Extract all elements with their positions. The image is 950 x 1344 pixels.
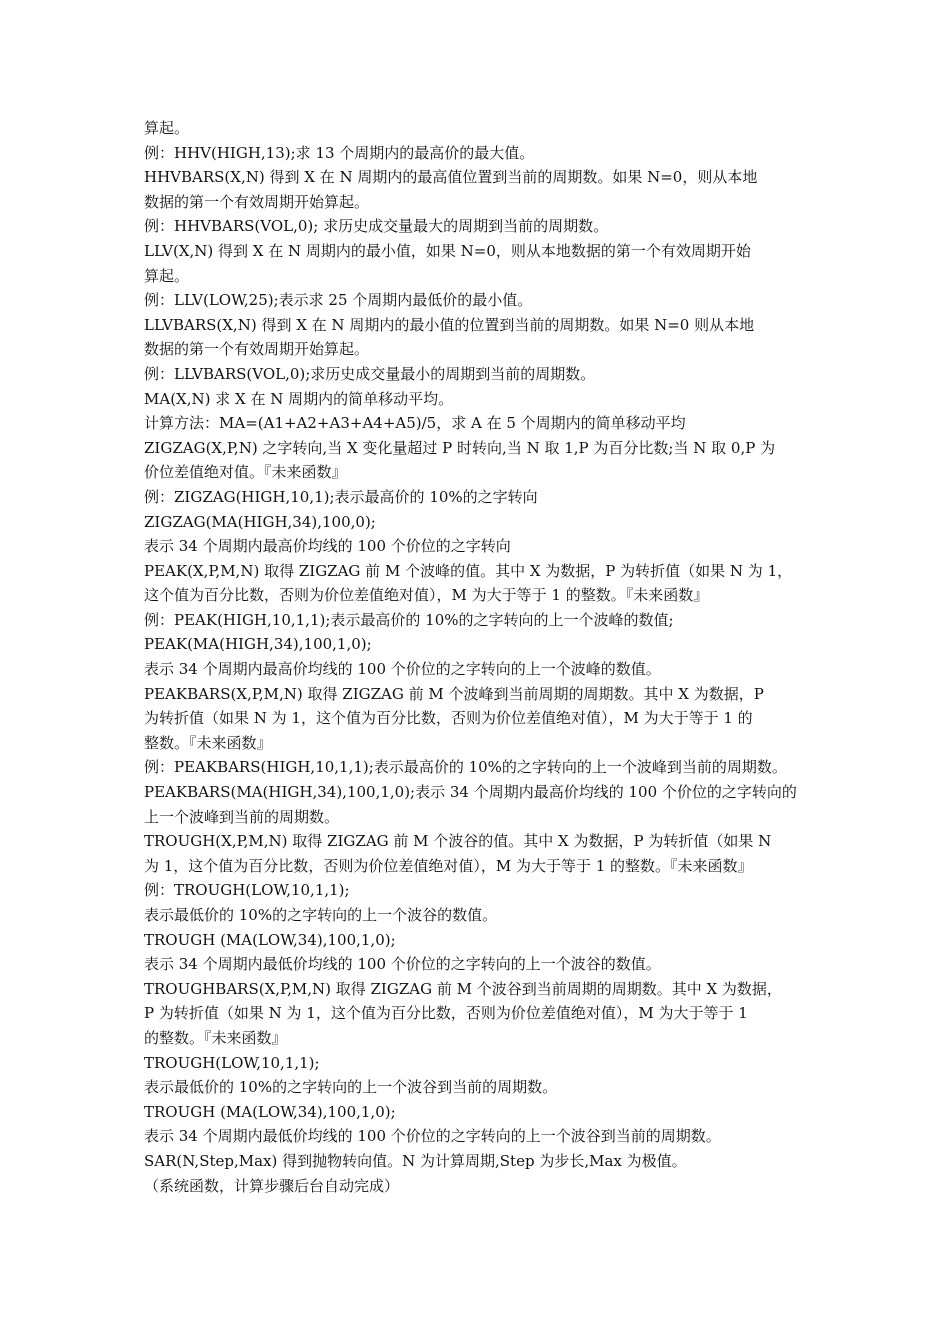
text-line: PEAKBARS(X,P,M,N) 取得 ZIGZAG 前 M 个波峰到当前周期的周期数。其中 X 为数据，P <box>144 684 764 703</box>
text-line: PEAK(X,P,M,N) 取得 ZIGZAG 前 M 个波峰的值。其中 X 为数据，P 为转折值（如果 N 为 1， <box>144 561 793 580</box>
text-line: TROUGH (MA(LOW,34),100,1,0); <box>144 930 396 949</box>
text-line: 这个值为百分比数，否则为价位差值绝对值），M 为大于等于 1 的整数。『未来函数』 <box>144 586 709 605</box>
text-line: 表示 34 个周期内最高价均线的 100 个价位的之字转向的上一个波峰的数值。 <box>144 660 661 679</box>
text-line: TROUGH(LOW,10,1,1); <box>144 1053 320 1072</box>
text-line: 例：TROUGH(LOW,10,1,1); <box>144 881 350 900</box>
text-line: 整数。『未来函数』 <box>144 733 272 752</box>
text-line: 表示最低价的 10%的之字转向的上一个波谷的数值。 <box>144 906 498 924</box>
text-line: TROUGH(X,P,M,N) 取得 ZIGZAG 前 M 个波谷的值。其中 X 为数据，P 为转折值（如果 N <box>144 832 772 851</box>
text-line: 例：PEAK(HIGH,10,1,1);表示最高价的 10%的之字转向的上一个波峰的数值; <box>144 610 674 629</box>
text-line: 的整数。『未来函数』 <box>144 1028 287 1047</box>
text-line: 为 1，这个值为百分比数，否则为价位差值绝对值），M 为大于等于 1 的整数。『未来函数』 <box>144 856 753 875</box>
text-line: 为转折值（如果 N 为 1，这个值为百分比数，否则为价位差值绝对值），M 为大于等于 1 的 <box>144 709 753 728</box>
text-line: PEAK(MA(HIGH,34),100,1,0); <box>144 635 372 654</box>
text-line: 表示 34 个周期内最高价均线的 100 个价位的之字转向 <box>144 537 511 556</box>
text-line: 价位差值绝对值。『未来函数』 <box>144 463 347 482</box>
text-line: HHVBARS(X,N) 得到 X 在 N 周期内的最高值位置到当前的周期数。如果 N=0，则从本地 <box>144 168 758 187</box>
text-line: TROUGH (MA(LOW,34),100,1,0); <box>144 1102 396 1121</box>
text-line: SAR(N,Step,Max) 得到抛物转向值。N 为计算周期,Step 为步长,Max 为极值。 <box>144 1151 687 1170</box>
text-line: P 为转折值（如果 N 为 1，这个值为百分比数，否则为价位差值绝对值），M 为大于等于 1 <box>144 1004 748 1023</box>
text-line: 算起。 <box>144 266 190 285</box>
text-line: 表示 34 个周期内最低价均线的 100 个价位的之字转向的上一个波谷到当前的周期数。 <box>144 1127 721 1146</box>
text-line: ZIGZAG(MA(HIGH,34),100,0); <box>144 512 376 531</box>
text-line: 例：HHV(HIGH,13);求 13 个周期内的最高价的最大值。 <box>144 143 535 162</box>
text-line: ZIGZAG(X,P,N) 之字转向,当 X 变化量超过 P 时转向,当 N 取 1,P 为百分比数;当 N 取 0,P 为 <box>144 438 776 457</box>
text-line: MA(X,N) 求 X 在 N 周期内的简单移动平均。 <box>144 389 454 408</box>
text-line: LLVBARS(X,N) 得到 X 在 N 周期内的最小值的位置到当前的周期数。如果 N=0 则从本地 <box>144 315 755 334</box>
text-line: 例：LLVBARS(VOL,0);求历史成交量最小的周期到当前的周期数。 <box>144 364 596 383</box>
text-line: （系统函数，计算步骤后台自动完成） <box>144 1176 400 1195</box>
text-line: 上一个波峰到当前的周期数。 <box>144 807 340 826</box>
text-line: 算起。 <box>144 119 190 137</box>
text-line: 数据的第一个有效周期开始算起。 <box>144 192 370 211</box>
text-line: 表示 34 个周期内最低价均线的 100 个价位的之字转向的上一个波谷的数值。 <box>144 955 661 974</box>
document-body <box>144 116 810 1198</box>
text-line: 表示最低价的 10%的之字转向的上一个波谷到当前的周期数。 <box>144 1078 558 1097</box>
text-line: 数据的第一个有效周期开始算起。 <box>144 340 370 359</box>
text-line: 计算方法：MA=(A1+A2+A3+A4+A5)/5，求 A 在 5 个周期内的简单移动平均 <box>144 414 686 433</box>
text-line: 例：ZIGZAG(HIGH,10,1);表示最高价的 10%的之字转向 <box>144 487 538 506</box>
text-line: 例：LLV(LOW,25);表示求 25 个周期内最低价的最小值。 <box>144 291 533 310</box>
text-line: 例：PEAKBARS(HIGH,10,1,1);表示最高价的 10%的之字转向的上一个波峰到当前的周期数。 <box>144 758 787 777</box>
text-line: 例：HHVBARS(VOL,0); 求历史成交量最大的周期到当前的周期数。 <box>144 217 609 236</box>
text-line: TROUGHBARS(X,P,M,N) 取得 ZIGZAG 前 M 个波谷到当前周期的周期数。其中 X 为数据， <box>144 979 782 998</box>
text-line: LLV(X,N) 得到 X 在 N 周期内的最小值，如果 N=0，则从本地数据的第一个有效周期开始 <box>144 241 751 260</box>
text-line: PEAKBARS(MA(HIGH,34),100,1,0);表示 34 个周期内最高价均线的 100 个价位的之字转向的 <box>144 783 797 802</box>
